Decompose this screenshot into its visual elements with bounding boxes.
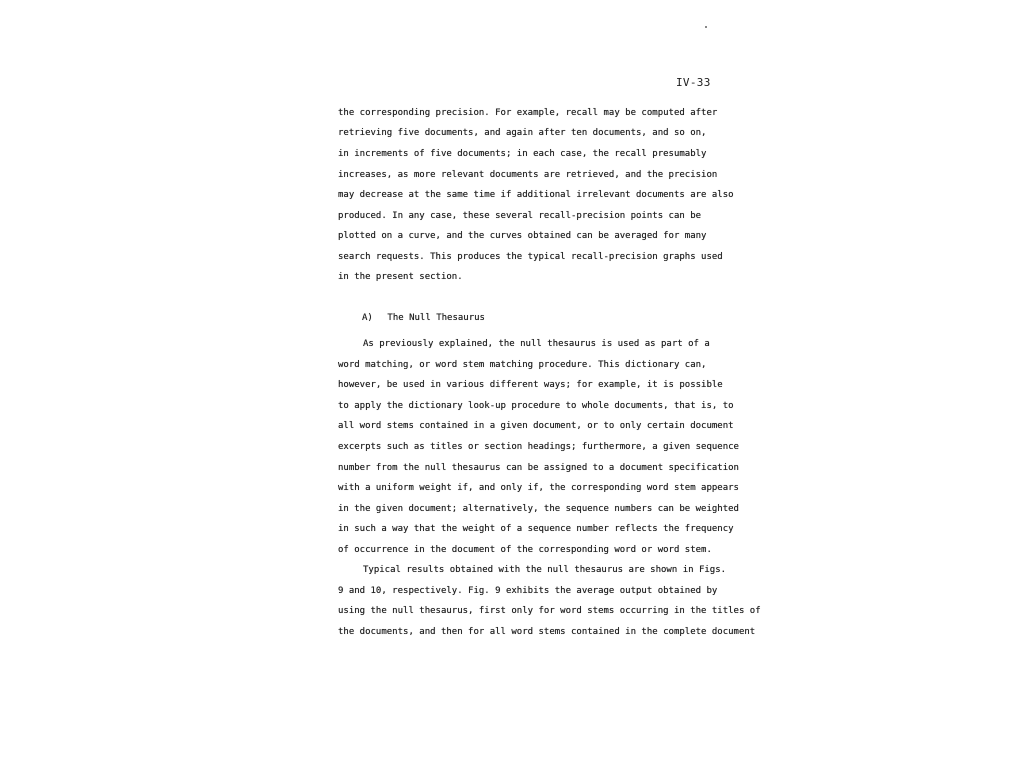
section-heading-title: The Null Thesaurus bbox=[387, 313, 485, 323]
paragraph-1-line: the corresponding precision. For example, recall may be computed after bbox=[338, 108, 718, 118]
section-heading-number: A) bbox=[362, 313, 373, 323]
paragraph-3-line: the documents, and then for all word stems contained in the complete document bbox=[338, 627, 756, 637]
paragraph-1-line: search requests. This produces the typical recall-precision graphs used bbox=[338, 252, 723, 262]
page-number: IV-33 bbox=[676, 76, 711, 89]
paragraph-2-line: of occurrence in the document of the corresponding word or word stem. bbox=[338, 545, 712, 555]
paragraph-2-line: to apply the dictionary look-up procedure to whole documents, that is, to bbox=[338, 401, 734, 411]
paragraph-1-line: may decrease at the same time if additional irrelevant documents are also bbox=[338, 190, 734, 200]
paragraph-2-line: in such a way that the weight of a sequence number reflects the frequency bbox=[338, 524, 734, 534]
paragraph-1-line: increases, as more relevant documents are retrieved, and the precision bbox=[338, 170, 718, 180]
scan-speck bbox=[705, 26, 707, 28]
paragraph-3-line: Typical results obtained with the null thesaurus are shown in Figs. bbox=[363, 565, 727, 575]
paragraph-1-line: in the present section. bbox=[338, 272, 463, 282]
paragraph-2-line: word matching, or word stem matching procedure. This dictionary can, bbox=[338, 360, 707, 370]
paragraph-3-line: 9 and 10, respectively. Fig. 9 exhibits the average output obtained by bbox=[338, 586, 718, 596]
paragraph-2-line: excerpts such as titles or section headings; furthermore, a given sequence bbox=[338, 442, 739, 452]
section-heading bbox=[362, 313, 485, 324]
paragraph-1-line: produced. In any case, these several recall-precision points can be bbox=[338, 211, 702, 221]
paragraph-1-line: in increments of five documents; in each case, the recall presumably bbox=[338, 149, 707, 159]
paragraph-2-line: all word stems contained in a given document, or to only certain document bbox=[338, 421, 734, 431]
paragraph-2-line: however, be used in various different ways; for example, it is possible bbox=[338, 380, 723, 390]
paragraph-1-line: retrieving five documents, and again after ten documents, and so on, bbox=[338, 128, 707, 138]
paragraph-1-line: plotted on a curve, and the curves obtained can be averaged for many bbox=[338, 231, 707, 241]
paragraph-2-line: number from the null thesaurus can be assigned to a document specification bbox=[338, 463, 739, 473]
paragraph-2-line: with a uniform weight if, and only if, the corresponding word stem appears bbox=[338, 483, 739, 493]
paragraph-2-line: in the given document; alternatively, the sequence numbers can be weighted bbox=[338, 504, 739, 514]
paragraph-2-line: As previously explained, the null thesaurus is used as part of a bbox=[363, 339, 710, 349]
paragraph-3-line: using the null thesaurus, first only for word stems occurring in the titles of bbox=[338, 606, 761, 616]
